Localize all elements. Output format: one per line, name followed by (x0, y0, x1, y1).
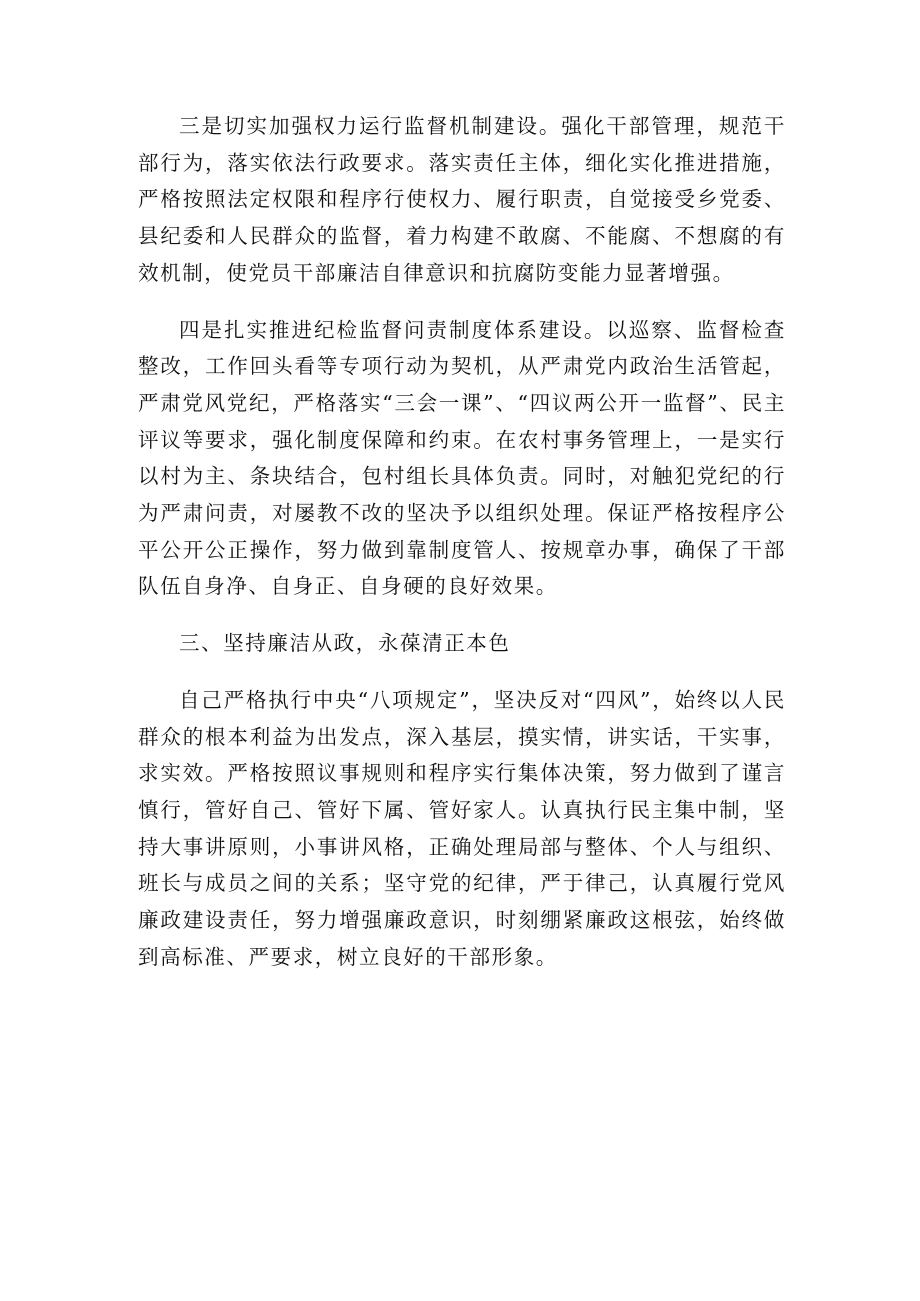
paragraph-integrity-practice: 自己严格执行中央“八项规定”，坚决反对“四风”，始终以人民群众的根本利益为出发点，深入基层，摸实情，讲实话，干实事，求实效。严格按照议事规则和程序实行集体决策，努力做到了谨言慎行，管好自己、管好下属、管好家人。认真执行民主集中制，坚持大事讲原则，小事讲风格，正确处理局部与整体、个人与组织、班长与成员之间的关系；坚守党的纪律，严于律己，认真履行党风廉政建设责任，努力增强廉政意识，时刻绷紧廉政这根弦，始终做到高标准、严要求，树立良好的干部形象。 (138, 687, 786, 969)
paragraph-supervision-mechanism: 三是切实加强权力运行监督机制建设。强化干部管理，规范干部行为，落实依法行政要求。落实责任主体，细化实化推进措施，严格按照法定权限和程序行使权力、履行职责，自觉接受乡党委、县纪委和人民群众的监督，着力构建不敢腐、不能腐、不想腐的有效机制，使党员干部廉洁自律意识和抗腐防变能力显著增强。 (138, 114, 786, 285)
section-heading: 三、坚持廉洁从政，永葆清正本色 (179, 631, 511, 656)
paragraph-accountability-system: 四是扎实推进纪检监督问责制度体系建设。以巡察、监督检查整改，工作回头看等专项行动为契机，从严肃党内政治生活管起，严肃党风党纪，严格落实“三会一课”、“四议两公开一监督”、民主评议等要求，强化制度保障和约束。在农村事务管理上，一是实行以村为主、条块结合，包村组长具体负责。同时，对触犯党纪的行为严肃问责，对屡教不改的坚决予以组织处理。保证严格按程序公平公开公正操作，努力做到靠制度管人、按规章办事，确保了干部队伍自身净、自身正、自身硬的良好效果。 (138, 317, 786, 599)
document-body (138, 108, 786, 975)
